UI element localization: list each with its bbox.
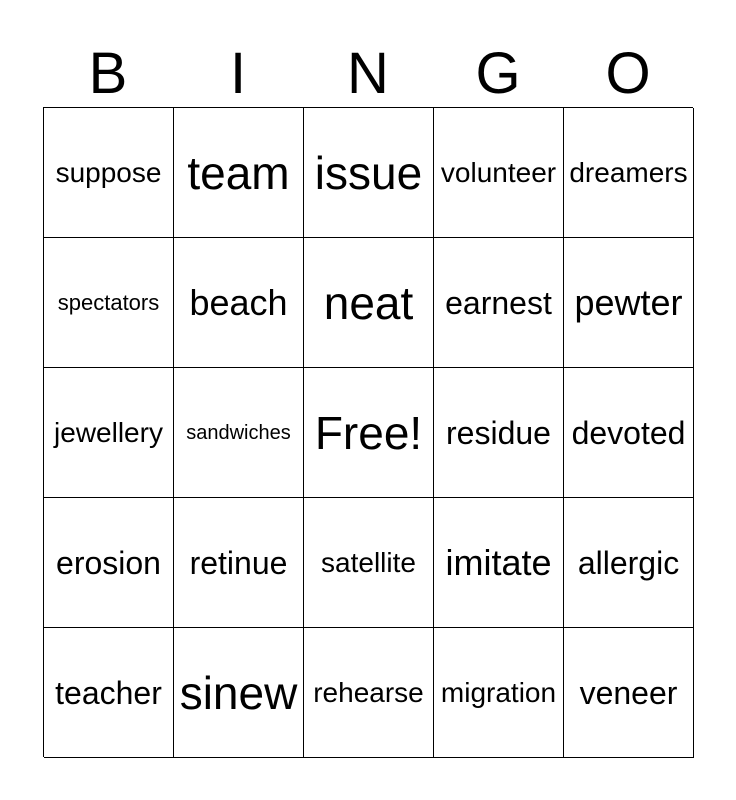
bingo-cell[interactable]: issue [304, 108, 434, 238]
header-letter-o: O [605, 41, 651, 106]
bingo-cell[interactable]: team [174, 108, 304, 238]
bingo-cell[interactable]: dreamers [564, 108, 694, 238]
bingo-cell[interactable]: devoted [564, 368, 694, 498]
free-space-cell[interactable]: Free! [304, 368, 434, 498]
bingo-cell[interactable]: jewellery [44, 368, 174, 498]
bingo-header [43, 40, 693, 108]
bingo-cell[interactable]: spectators [44, 238, 174, 368]
bingo-cell[interactable]: retinue [174, 498, 304, 628]
bingo-cell[interactable]: suppose [44, 108, 174, 238]
bingo-cell[interactable]: teacher [44, 628, 174, 758]
bingo-cell[interactable]: residue [434, 368, 564, 498]
bingo-cell[interactable]: beach [174, 238, 304, 368]
header-letter-n: N [347, 41, 389, 106]
bingo-cell[interactable]: pewter [564, 238, 694, 368]
bingo-cell[interactable]: rehearse [304, 628, 434, 758]
bingo-cell[interactable]: neat [304, 238, 434, 368]
bingo-cell[interactable]: veneer [564, 628, 694, 758]
bingo-cell[interactable]: allergic [564, 498, 694, 628]
header-letter-i: I [229, 41, 247, 106]
bingo-cell[interactable]: erosion [44, 498, 174, 628]
bingo-cell[interactable]: earnest [434, 238, 564, 368]
bingo-board [43, 107, 693, 757]
header-letter-g: G [475, 41, 521, 106]
bingo-cell[interactable]: sandwiches [174, 368, 304, 498]
bingo-cell[interactable]: imitate [434, 498, 564, 628]
header-letter-b: B [88, 41, 128, 106]
bingo-cell[interactable]: satellite [304, 498, 434, 628]
bingo-cell[interactable]: sinew [174, 628, 304, 758]
bingo-cell[interactable]: volunteer [434, 108, 564, 238]
bingo-cell[interactable]: migration [434, 628, 564, 758]
